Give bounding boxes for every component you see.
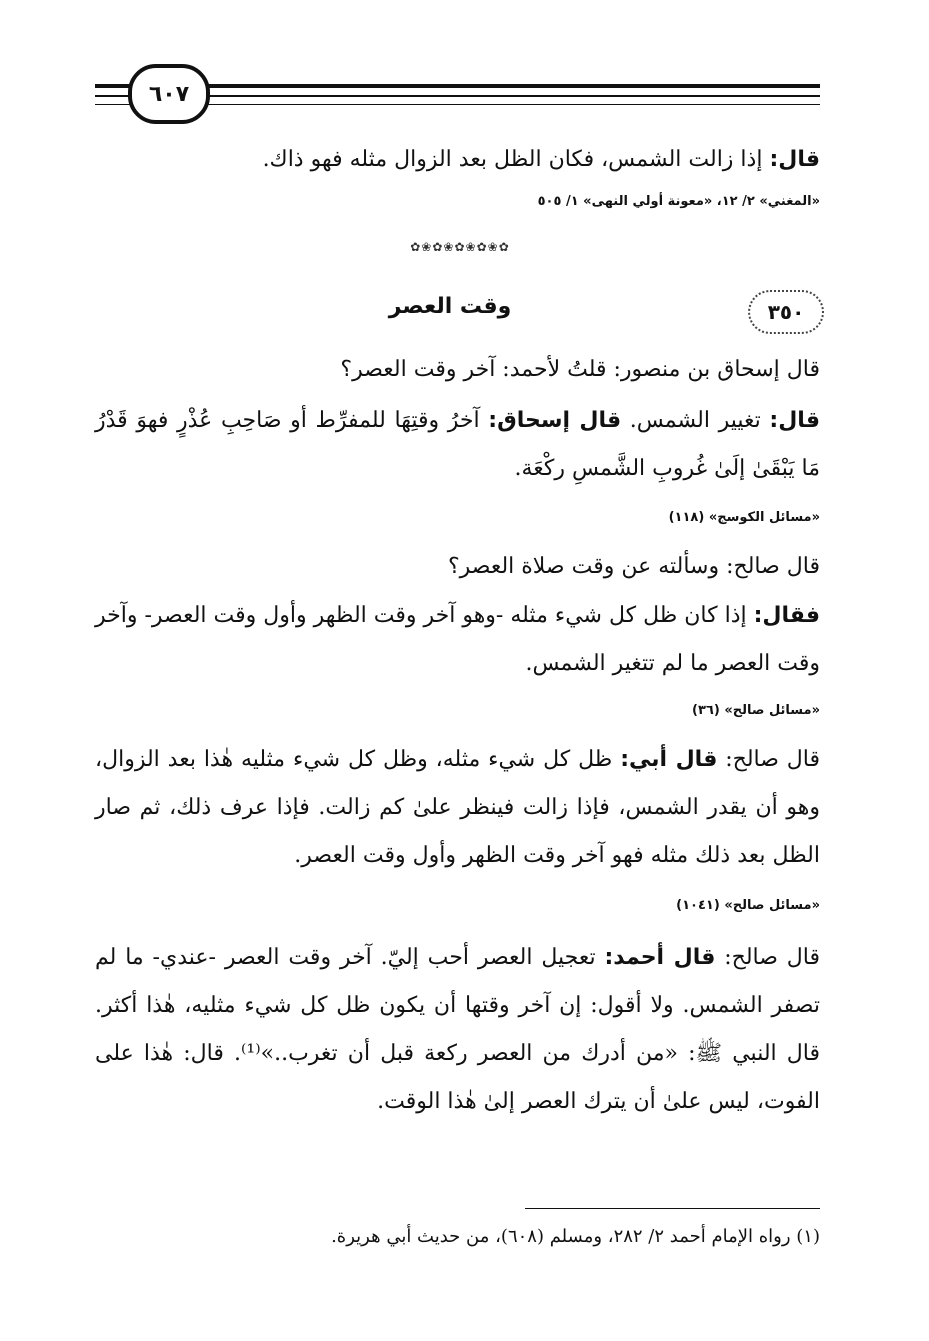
paragraph-text: قال صالح:	[715, 945, 821, 970]
reference-citation: «مسائل صالح» (٣٦)	[692, 703, 820, 718]
paragraph-text: تغيير الشمس.	[621, 408, 770, 433]
speaker-label: قال أبي:	[620, 747, 718, 772]
page-number: ٦٠٧	[128, 64, 210, 124]
speaker-label: قال إسحاق:	[488, 408, 622, 433]
paragraph	[95, 934, 820, 1126]
footnote-rule	[525, 1208, 820, 1209]
reference-citation: «مسائل الكوسج» (١١٨)	[668, 510, 820, 525]
paragraph-text: قال صالح:	[717, 747, 821, 772]
paragraph: قال إسحاق بن منصور: قلتُ لأحمد: آخر وقت العصر؟	[340, 357, 820, 382]
paragraph-text: إذا كان ظل كل شيء مثله -وهو آخر وقت الظهر وأول وقت العصر- وآخر وقت العصر ما لم تتغير الشمس.	[95, 603, 820, 676]
paragraph-text: ظل كل شيء مثله، وظل كل شيء مثليه هٰذا بعد الزوال، وهو أن يقدر الشمس، فإذا زالت فينظر علىٰ كم زالت. فإذا عرف ذلك، ثم صار الظل بعد ذلك مثله فهو آخر وقت الظهر وأول وقت العصر.	[95, 747, 820, 868]
paragraph-text: تعجيل العصر أحب إليّ. آخر وقت العصر -عندي- ما لم تصفر الشمس. ولا أقول: إن آخر وقتها أن يكون ظل كل شيء مثليه، هٰذا أكثر. قال النبي ﷺ: «من أدرك من العصر ركعة قبل أن تغرب..»⁽¹⁾. قال: هٰذا على الفوت، ليس علىٰ أن يترك العصر إلىٰ هٰذا الوقت.	[95, 945, 820, 1114]
paragraph: قال صالح: وسألته عن وقت صلاة العصر؟	[447, 554, 820, 579]
section-title: وقت العصر	[388, 294, 512, 319]
speaker-label: قال:	[769, 147, 820, 172]
reference-citation: «مسائل صالح» (١٠٤١)	[676, 898, 820, 913]
paragraph-text: إذا زالت الشمس، فكان الظل بعد الزوال مثله فهو ذاك.	[262, 147, 770, 172]
ornament-divider: ✿❀✿❀✿❀✿❀✿	[410, 240, 510, 254]
speaker-label: قال:	[769, 408, 820, 433]
speaker-label: قال أحمد:	[604, 945, 716, 970]
speaker-label: فقال:	[753, 603, 820, 628]
paragraph	[95, 736, 820, 880]
paragraph	[95, 397, 820, 493]
paragraph-top	[95, 136, 820, 184]
paragraph	[95, 592, 820, 688]
section-number: ٣٥٠	[748, 290, 824, 334]
reference-citation: «المغني» ٢/ ١٢، «معونة أولي النهى» ١/ ٥٠٥	[537, 194, 820, 209]
footnote: (١) رواه الإمام أحمد ٢/ ٢٨٢، ومسلم (٦٠٨)، من حديث أبي هريرة.	[331, 1226, 820, 1247]
paragraph-text: آخرُ وقتِهَا للمفرِّط أو صَاحِبِ عُذْرٍ فهوَ قَدْرُ مَا يَبْقَىٰ إلَىٰ غُروبِ الشَّمسِ ركْعَة.	[95, 408, 820, 481]
